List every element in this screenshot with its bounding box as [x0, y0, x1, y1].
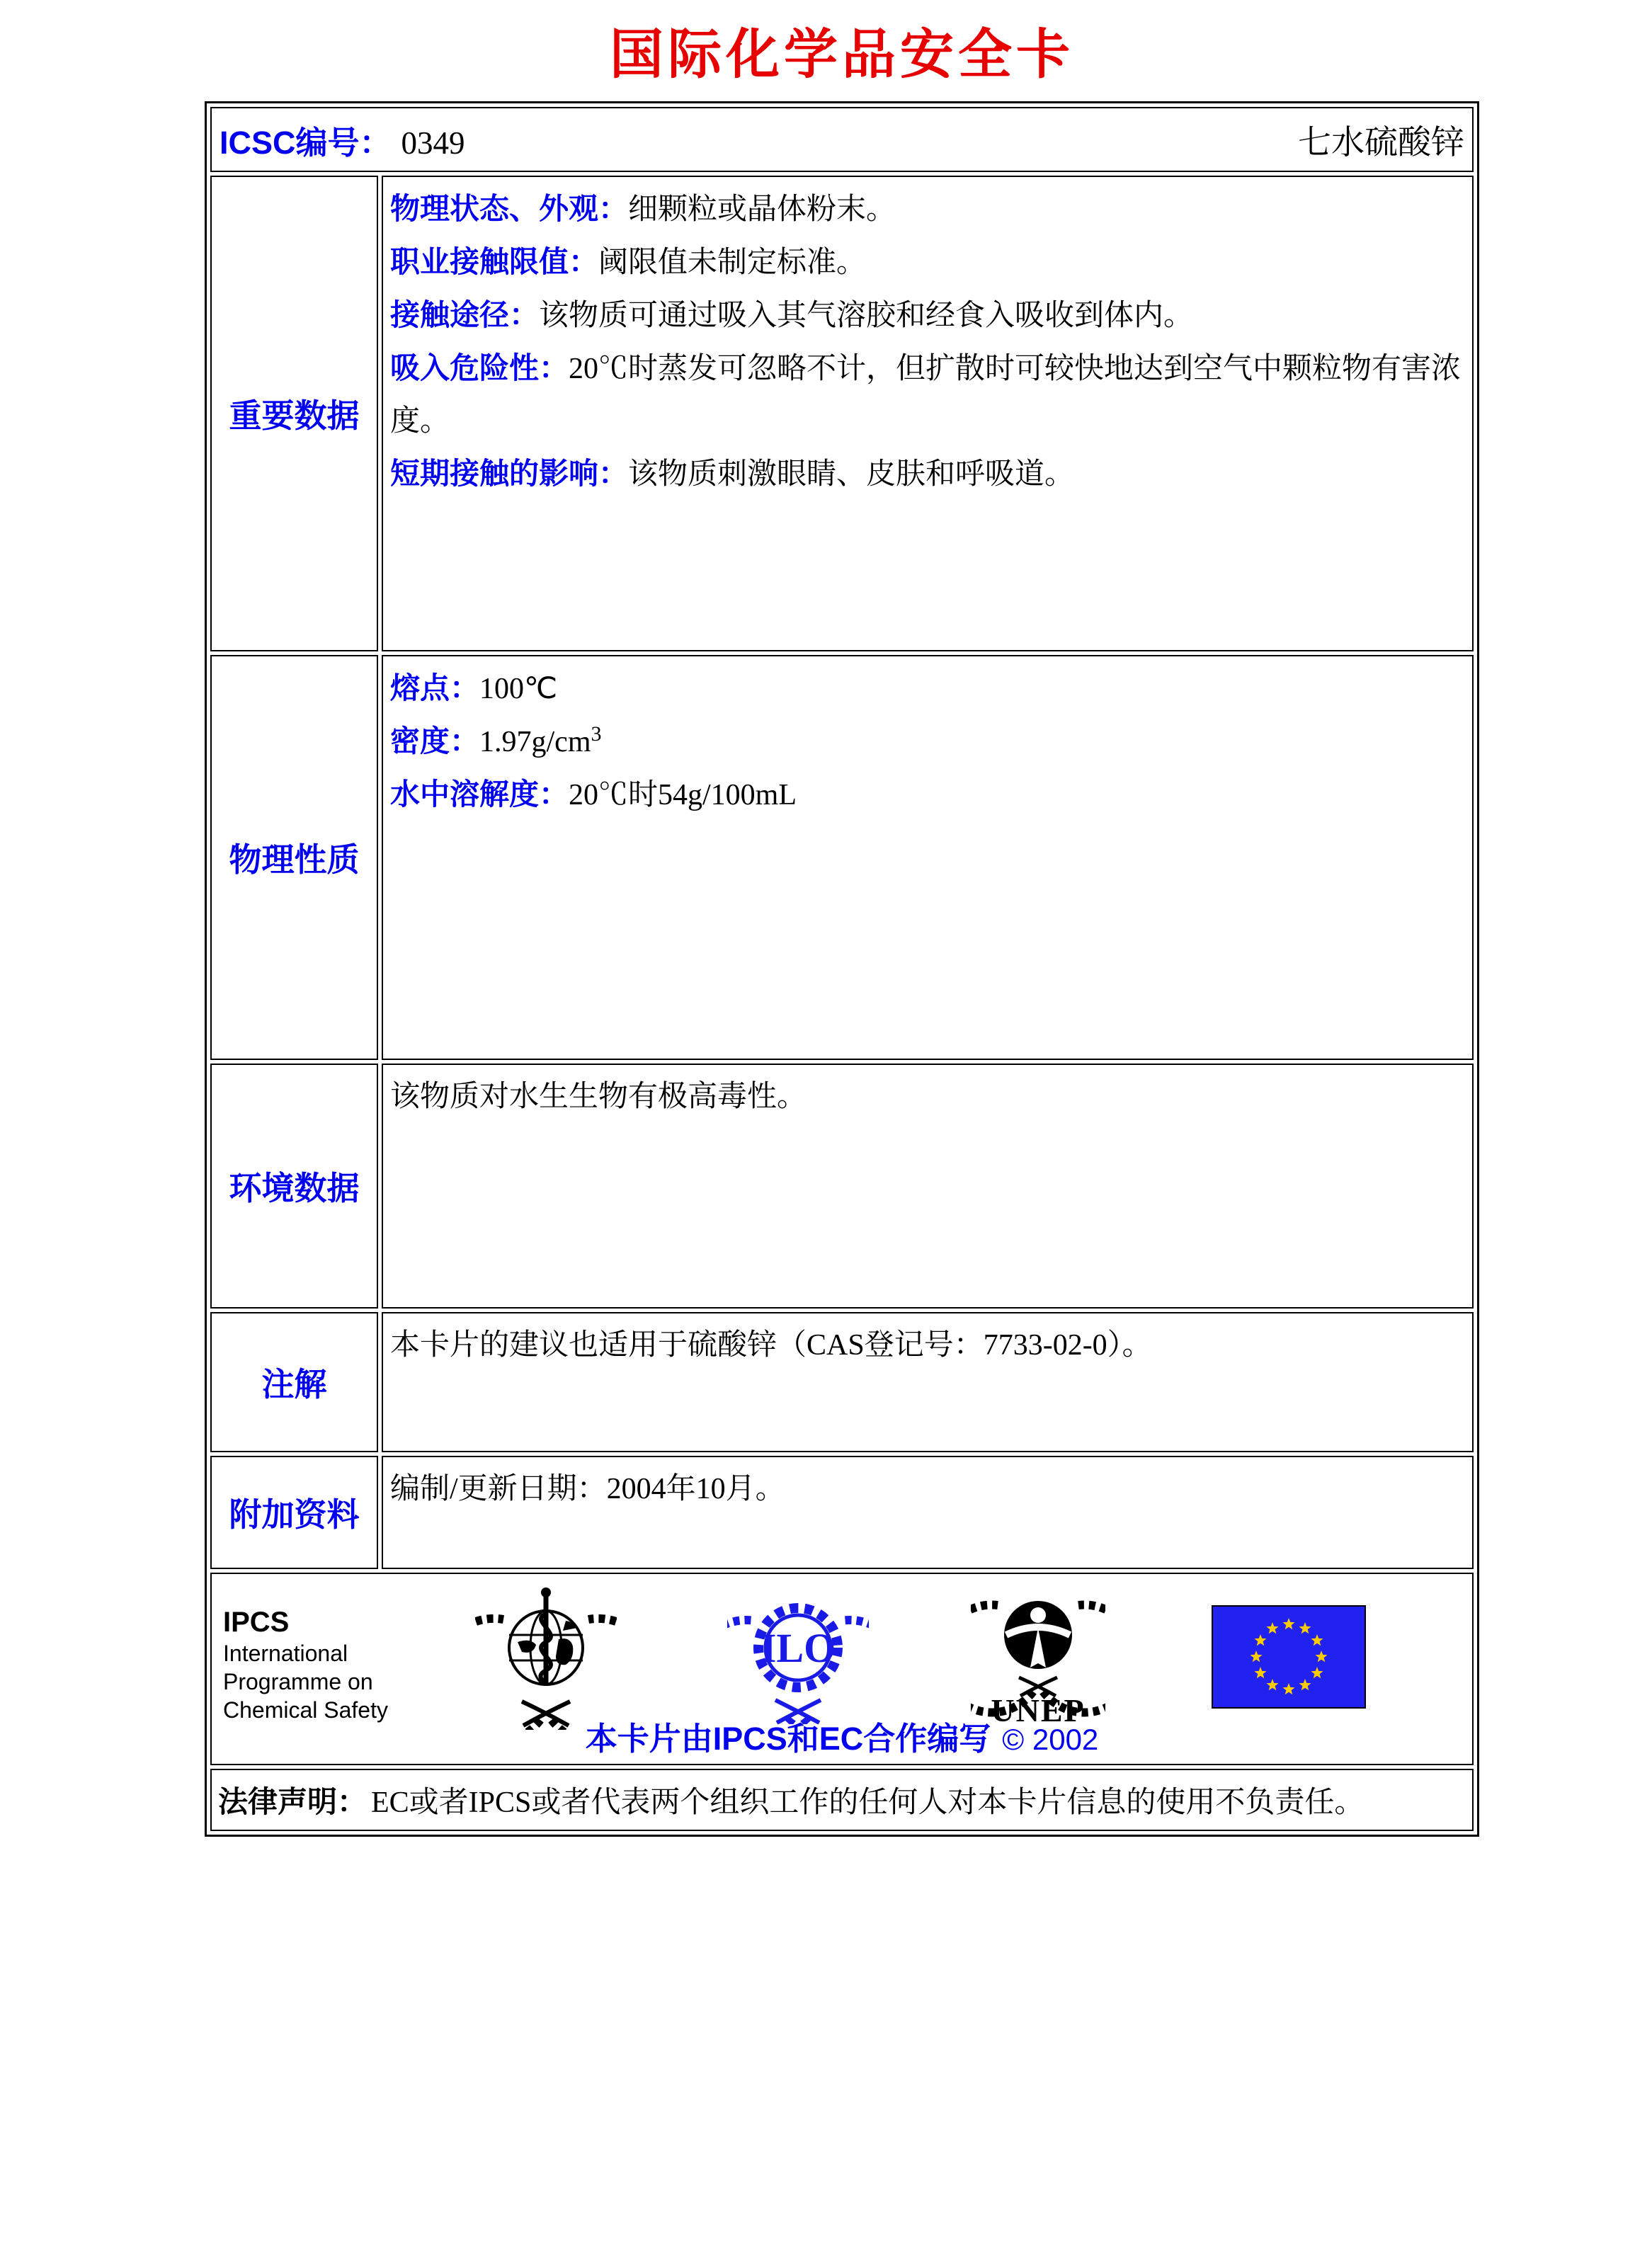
credit-line: [212, 1713, 1472, 1759]
ipcs-title: IPCS: [223, 1607, 290, 1638]
ilo-logo-icon: [727, 1583, 869, 1724]
section-label-notes: 注解: [210, 1312, 378, 1452]
eu-flag-icon: [1212, 1605, 1366, 1709]
section-content-environmental-data: [382, 1064, 1474, 1309]
section-content-physical-properties: [382, 655, 1474, 1060]
field-value: 细颗粒或晶体粉末。: [628, 193, 896, 226]
field-label: 密度：: [390, 724, 480, 758]
unep-logo-icon: [971, 1578, 1105, 1733]
legal-text: EC或者IPCS或者代表两个组织工作的任何人对本卡片信息的使用不负责任。: [371, 1786, 1365, 1819]
field-label: 水中溶解度：: [390, 777, 569, 811]
superscript: 3: [591, 722, 602, 746]
icsc-card-table: [205, 101, 1479, 1837]
table-row: [210, 655, 1474, 1060]
field-value: 该物质可通过吸入其气溶胶和经食入吸收到体内。: [539, 300, 1194, 332]
field-value: 100℃: [479, 673, 558, 705]
section-label-additional-info: 附加资料: [210, 1456, 378, 1569]
table-row: [210, 1456, 1474, 1569]
page-title: 国际化学品安全卡: [610, 25, 1074, 85]
ilo-letters: ILO: [760, 1625, 836, 1671]
field-label: 物理状态、外观：: [390, 192, 629, 225]
table-row: [210, 1769, 1474, 1831]
field-value: 编制/更新日期：2004年10月。: [390, 1473, 785, 1505]
icsc-number-group: [220, 117, 465, 163]
field-value: 该物质对水生生物有极高毒性。: [390, 1081, 807, 1113]
field-label: 短期接触的影响：: [390, 457, 629, 490]
legal-disclaimer: [210, 1769, 1474, 1831]
section-label-physical-properties: 物理性质: [210, 655, 378, 1060]
icsc-number-value: 0349: [401, 125, 465, 161]
card-header-cell: [210, 107, 1474, 172]
unep-letters: UNEP: [991, 1692, 1086, 1728]
field-value: 阈限值未制定标准。: [598, 246, 867, 279]
ipcs-subtitle-line: Chemical Safety: [223, 1697, 388, 1723]
legal-label: 法律声明：: [218, 1785, 368, 1818]
table-row: [210, 176, 1474, 651]
field-label: 职业接触限值：: [390, 245, 599, 278]
table-row: [210, 107, 1474, 172]
field-value: 1.97g/cm: [479, 726, 591, 758]
icsc-number-label: ICSC编号：: [220, 124, 392, 161]
field-value: 20℃时蒸发可忽略不计，但扩散时可较快地达到空气中颗粒物有害浓度。: [390, 353, 1462, 438]
icsc-card-page: [205, 0, 1479, 1837]
section-label-environmental-data: 环境数据: [210, 1064, 378, 1309]
field-value: 该物质刺激眼睛、皮肤和呼吸道。: [628, 458, 1075, 491]
table-row: [210, 1573, 1474, 1765]
section-content-notes: [382, 1312, 1474, 1452]
ipcs-text-block: [223, 1605, 388, 1724]
section-label-important-data: 重要数据: [210, 176, 378, 651]
table-row: [210, 1312, 1474, 1452]
section-content-additional-info: [382, 1456, 1474, 1569]
field-value: 20℃时54g/100mL: [569, 779, 797, 811]
field-value: 本卡片的建议也适用于硫酸锌（CAS登记号：7733-02-0）。: [390, 1329, 1152, 1362]
credit-text: 本卡片由IPCS和EC合作编写: [585, 1721, 991, 1757]
ipcs-subtitle-line: Programme on: [223, 1669, 373, 1694]
field-label: 熔点：: [390, 671, 480, 705]
copyright-text: © 2002: [1002, 1723, 1099, 1756]
who-logo-icon: [475, 1580, 617, 1730]
field-label: 接触途径：: [390, 298, 540, 331]
ipcs-subtitle-line: International: [223, 1641, 348, 1666]
table-row: [210, 1064, 1474, 1309]
field-label: 吸入危险性：: [390, 351, 569, 384]
chemical-name: 七水硫酸锌: [1298, 124, 1464, 161]
organizations-footer: [210, 1573, 1474, 1765]
section-content-important-data: [382, 176, 1474, 651]
